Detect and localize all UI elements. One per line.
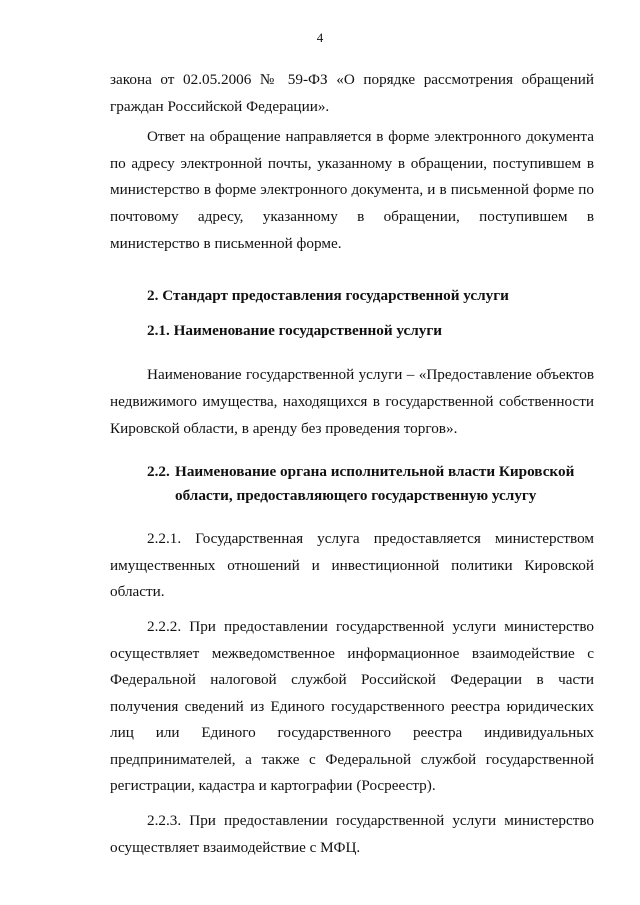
spacer xyxy=(110,606,594,614)
paragraph-service-name: Наименование государственной услуги – «Предоставление объектов недвижимого имущества, находящихся в государственной собственности Кировской области, в аренду без проведения торгов». xyxy=(110,366,594,437)
paragraph-law-reference: закона от 02.05.2006 № 59-ФЗ «О порядке рассмотрения обращений граждан Российской Федерации». xyxy=(110,71,594,115)
section-heading-2-1: 2.1. Наименование государственной услуги xyxy=(147,321,443,339)
spacer xyxy=(110,800,594,808)
paragraph-2-2-3: 2.2.3. При предоставлении государственной услуги министерство осуществляет взаимодействие с МФЦ. xyxy=(110,812,594,856)
section-heading-2: 2. Стандарт предоставления государственной услуги xyxy=(147,287,509,305)
paragraph-response-form: Ответ на обращение направляется в форме электронного документа по адресу электронной почты, указанному в обращении, поступившем в министерство в форме электронного документа, и в письменной форме по почтовому адресу, указанному в обращении, поступившем в министерство в письменной форме. xyxy=(110,128,594,252)
heading-line-1: Наименование органа исполнительной власти Кировской xyxy=(175,463,575,481)
heading-number: 2.2. xyxy=(147,463,170,481)
paragraph-2-2-1: 2.2.1. Государственная услуга предоставляется министерством имущественных отношений и инвестиционной политики Кировской области. xyxy=(110,530,594,601)
page-number: 4 xyxy=(316,30,324,45)
section-heading-2-2 xyxy=(110,460,594,508)
document-body xyxy=(110,67,594,861)
heading-line-2: области, предоставляющего государственную услугу xyxy=(175,487,537,505)
paragraph-2-2-2: 2.2.2. При предоставлении государственной услуги министерство осуществляет межведомственное информационное взаимодействие с Федеральной налоговой службой Российской Федерации в части получения сведений из Единого государственного реестра юридических лиц или Единого государственного реестра индивидуальных предпринимателей, а также с Федеральной службой государственной регистрации, кадастра и картографии (Росреестр). xyxy=(110,617,594,795)
